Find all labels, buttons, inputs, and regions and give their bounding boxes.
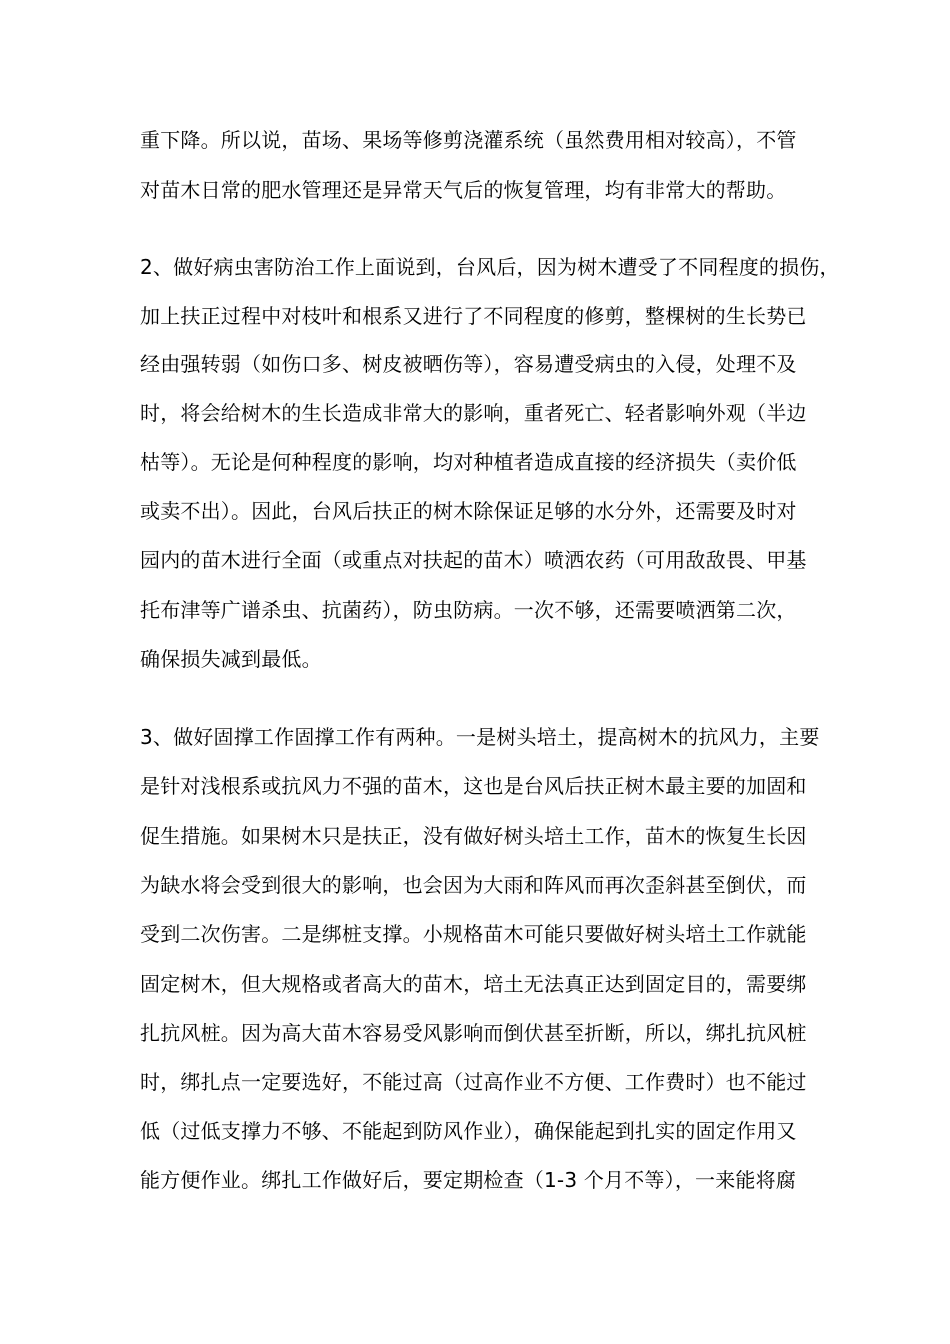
- text-line: 固定树木，但大规格或者高大的苗木，培土无法真正达到固定目的，需要绑: [140, 972, 807, 996]
- text-line: 时，将会给树木的生长造成非常大的影响，重者死亡、轻者影响外观（半边: [140, 401, 807, 425]
- text-line: 重下降。所以说，苗场、果场等修剪浇灌系统（虽然费用相对较高），不管: [140, 128, 797, 152]
- text-line: 托布津等广谱杀虫、抗菌药），防虫防病。一次不够，还需要喷洒第二次，: [140, 598, 797, 622]
- text-line: 促生措施。如果树木只是扶正，没有做好树头培土工作，苗木的恢复生长因: [140, 824, 807, 848]
- text-line: 低（过低支撑力不够、不能起到防风作业），确保能起到扎实的固定作用又: [140, 1119, 797, 1143]
- text-line: 2、做好病虫害防治工作上面说到，台风后，因为树木遭受了不同程度的损伤，: [140, 255, 840, 279]
- text-line: 对苗木日常的肥水管理还是异常天气后的恢复管理，均有非常大的帮助。: [140, 178, 787, 202]
- text-line: 园内的苗木进行全面（或重点对扶起的苗木）喷洒农药（可用敌敌畏、甲基: [140, 548, 807, 572]
- text-line: 能方便作业。绑扎工作做好后，要定期检查（1-3 个月不等），一来能将腐: [140, 1168, 797, 1192]
- text-line: 受到二次伤害。二是绑桩支撑。小规格苗木可能只要做好树头培土工作就能: [140, 922, 807, 946]
- text-line: 3、做好固撑工作固撑工作有两种。一是树头培土，提高树木的抗风力，主要: [140, 725, 820, 749]
- text-line: 是针对浅根系或抗风力不强的苗木，这也是台风后扶正树木最主要的加固和: [140, 774, 807, 798]
- text-line: 扎抗风桩。因为高大苗木容易受风影响而倒伏甚至折断，所以，绑扎抗风桩: [140, 1021, 807, 1045]
- text-line: 确保损失减到最低。: [140, 647, 322, 671]
- text-line: 枯等）。无论是何种程度的影响，均对种植者造成直接的经济损失（卖价低: [140, 450, 797, 474]
- text-line: 经由强转弱（如伤口多、树皮被晒伤等），容易遭受病虫的入侵，处理不及: [140, 352, 797, 376]
- text-line: 或卖不出）。因此，台风后扶正的树木除保证足够的水分外，还需要及时对: [140, 499, 797, 523]
- text-line: 为缺水将会受到很大的影响，也会因为大雨和阵风而再次歪斜甚至倒伏，而: [140, 873, 807, 897]
- text-line: 时，绑扎点一定要选好，不能过高（过高作业不方便、工作费时）也不能过: [140, 1070, 807, 1094]
- text-line: 加上扶正过程中对枝叶和根系又进行了不同程度的修剪，整棵树的生长势已: [140, 304, 807, 328]
